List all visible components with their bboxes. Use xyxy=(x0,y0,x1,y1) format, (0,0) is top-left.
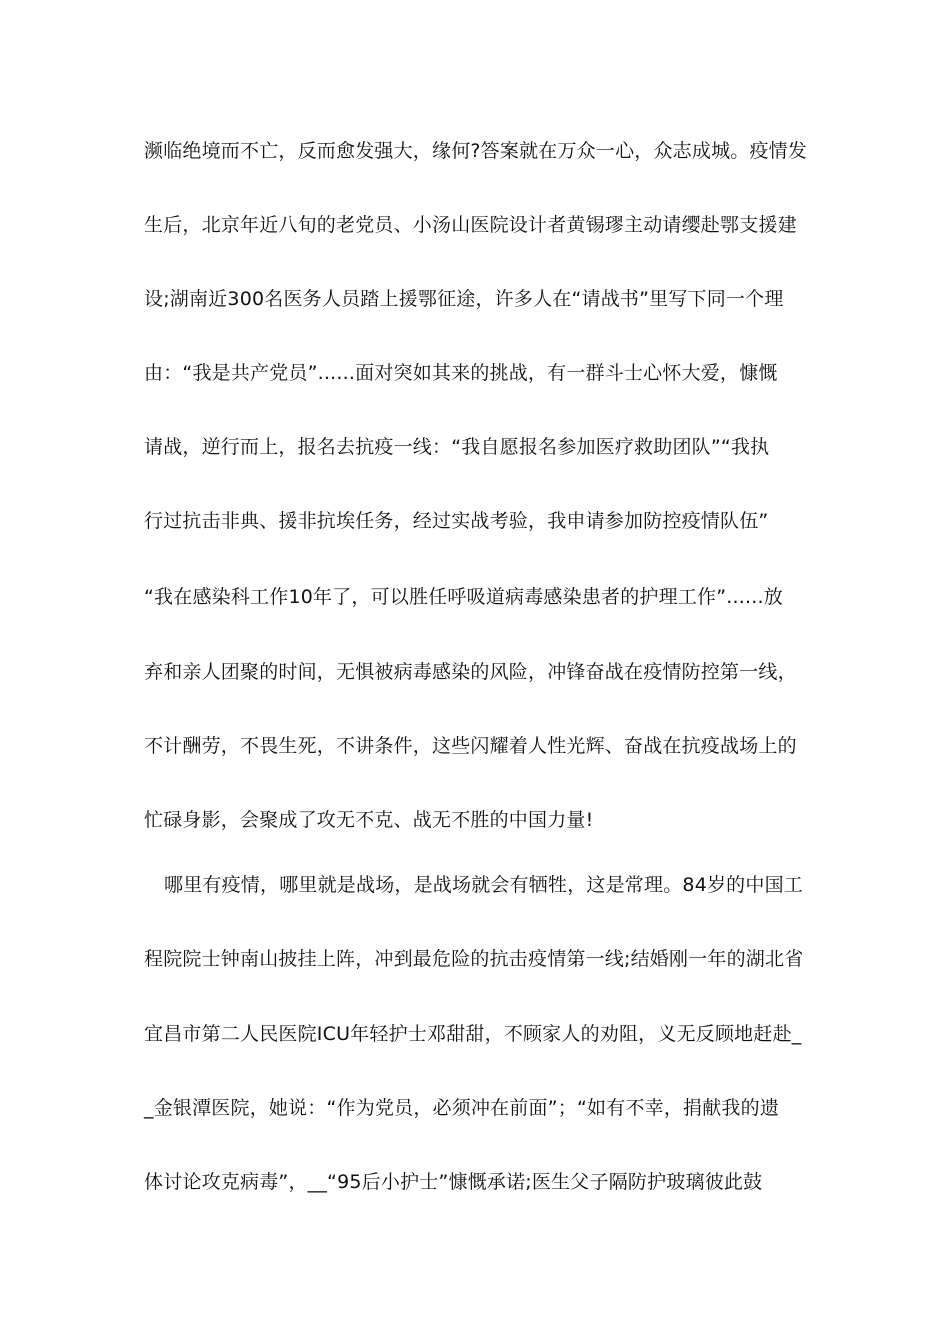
text-line: 请战，逆行而上，报名去抗疫一线：“我自愿报名参加医疗救助团队”“我执 xyxy=(144,436,770,458)
text-line: 体讨论攻克病毒”，__“95后小护士”慷慨承诺;医生父子隔防护玻璃彼此鼓 xyxy=(144,1171,763,1193)
text-line: 由：“我是共产党员”......面对突如其来的挑战，有一群斗士心怀大爱，慷慨 xyxy=(144,362,778,384)
text-line: 生后，北京年近八旬的老党员、小汤山医院设计者黄锡璆主动请缨赴鄂支援建 xyxy=(144,214,797,236)
text-line: “我在感染科工作10年了，可以胜任呼吸道病毒感染患者的护理工作”......放 xyxy=(144,586,783,608)
paragraph-first-line: 哪里有疫情，哪里就是战场，是战场就会有牺牲，这是常理。84岁的中国工 xyxy=(164,874,803,896)
text-line: _金银潭医院，她说：“作为党员，必须冲在前面”；“如有不幸，捐献我的遗 xyxy=(144,1097,780,1119)
text-line: 行过抗击非典、援非抗埃任务，经过实战考验，我申请参加防控疫情队伍” xyxy=(144,510,769,532)
text-line: 弃和亲人团聚的时间，无惧被病毒感染的风险，冲锋奋战在疫情防控第一线， xyxy=(144,661,797,683)
text-line: 濒临绝境而不亡，反而愈发强大，缘何?答案就在万众一心，众志成城。疫情发 xyxy=(144,140,808,162)
text-line: 设;湖南近300名医务人员踏上援鄂征途，许多人在“请战书”里写下同一个理 xyxy=(144,288,784,310)
text-line: 忙碌身影，会聚成了攻无不克、战无不胜的中国力量! xyxy=(144,809,594,831)
text-line: 程院院士钟南山披挂上阵，冲到最危险的抗击疫情第一线;结婚刚一年的湖北省 xyxy=(144,948,804,970)
text-line: 不计酬劳，不畏生死，不讲条件，这些闪耀着人性光辉、奋战在抗疫战场上的 xyxy=(144,735,797,757)
text-line: 宜昌市第二人民医院ICU年轻护士邓甜甜，不顾家人的劝阻，义无反顾地赶赴_ xyxy=(144,1023,802,1045)
